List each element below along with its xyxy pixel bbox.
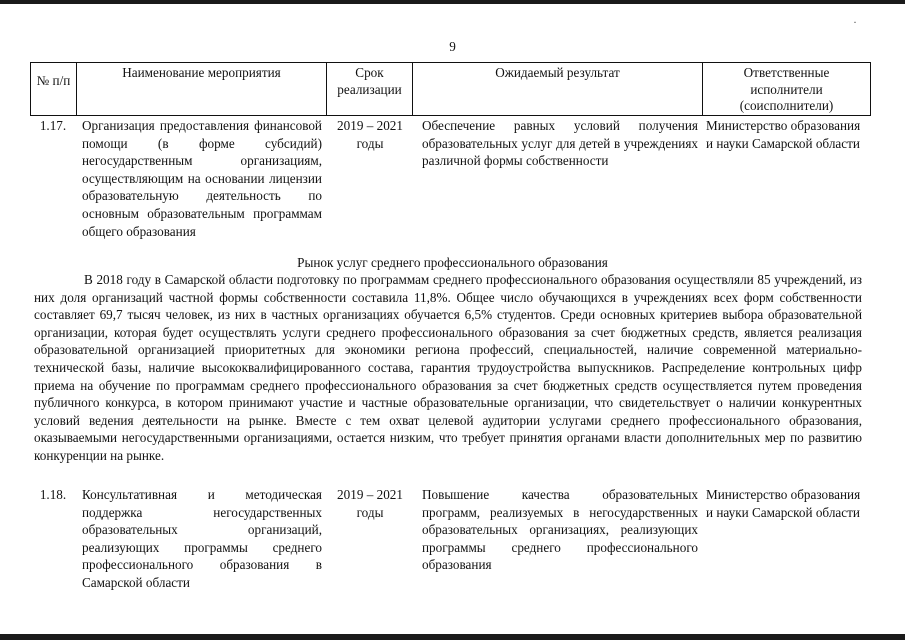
header-result: Ожидаемый результат <box>413 63 703 116</box>
header-responsible: Ответственные исполнители (соисполнители) <box>703 63 871 116</box>
row-term: 2019 – 2021 годы <box>337 487 403 520</box>
scan-mark: · <box>853 15 857 29</box>
row-name: Организация предоставления финансовой помощи (в форме субсидий) негосударственным организациям, осуществляющим на основании лицензии образовательную деятельность по основным образовательным программам общего образования <box>82 118 322 239</box>
row-name: Консультативная и методическая поддержка негосударственных образовательных организаций, реализующих программы среднего профессионального образования в Самарской области <box>82 487 322 590</box>
section-title: Рынок услуг среднего профессионального образования <box>297 255 608 270</box>
table-header <box>30 62 871 116</box>
row-result: Обеспечение равных условий получения образовательных услуг для детей в учреждениях различной формы собственности <box>422 118 698 169</box>
top-scan-edge <box>0 0 905 4</box>
row-responsible: Министерство образования и науки Самарской области <box>706 118 861 151</box>
page-number: 9 <box>449 39 456 54</box>
row-number: 1.18. <box>39 487 67 502</box>
bottom-scan-edge <box>0 634 905 640</box>
row-number: 1.17. <box>39 118 67 133</box>
header-name: Наименование мероприятия <box>77 63 327 116</box>
row-result: Повышение качества образовательных программ, реализуемых в негосударственных образовательных организациях, реализующих программы среднего профессионального образования <box>422 487 698 573</box>
row-term: 2019 – 2021 годы <box>337 118 403 151</box>
header-num: № п/п <box>31 63 77 116</box>
header-term: Срок реализации <box>327 63 413 116</box>
row-responsible: Министерство образования и науки Самарской области <box>706 487 861 520</box>
body-paragraph: В 2018 году в Самарской области подготовку по программам среднего профессионального образования осуществляли 85 учреждений, из них доля организаций частной формы собственности составила 11,8%. Общее число обучающихся в учреждениях всех форм собственности составляет 69,7 тысяч человек, из них в частных организациях обучается 6,5% студентов. Среди основных критериев выбора образовательной организации, которая будет осуществлять услуги среднего профессионального образования за счет бюджетных средств, является реализация образовательной организацией приоритетных для экономики региона профессий, специальностей, наличие современной материально-технической базы, наличие высококвалифицированного состава, гарантия трудоустройства выпускников. Распределение контрольных цифр приема на обучение по программам среднего профессионального образования за счет бюджетных средств осуществляется путем проведения публичного конкурса, в котором принимают участие и частные образовательные организации, что свидетельствует о наличии конкурентных условий ведения деятельности на рынке. Вместе с тем охват целевой аудитории услугами среднего профессионального образования, оказываемыми негосударственными организациями, остается низким, что требует принятия органами власти дополнительных мер по развитию конкуренции на рынке. <box>34 272 862 463</box>
